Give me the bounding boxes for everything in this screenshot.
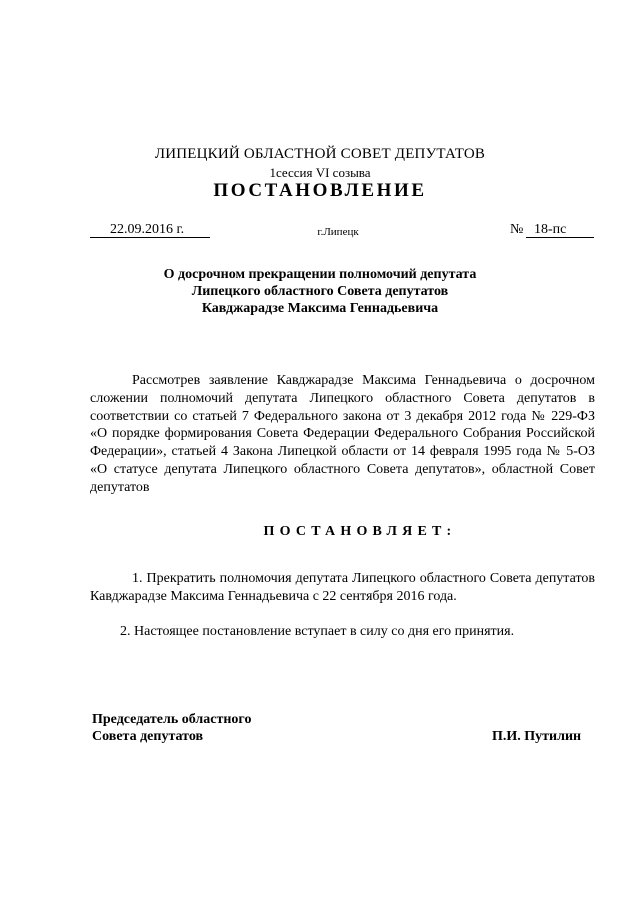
session-info: 1сессия VI созыва: [269, 165, 371, 180]
signatory-position-line-1: Председатель областного: [92, 712, 252, 727]
organization-name: ЛИПЕЦКИЙ ОБЛАСТНОЙ СОВЕТ ДЕПУТАТОВ: [154, 146, 486, 162]
title-line-2: Липецкого областного Совета депутатов: [191, 284, 449, 299]
document-number: 18-пс: [526, 222, 594, 238]
signatory-name: П.И. Путилин: [492, 729, 582, 744]
number-label: №: [510, 222, 524, 237]
resolution-item-1: 1. Прекратить полномочия депутата Липецкого областного Совета депутатов Кавджарадзе Максима Геннадьевича с 22 сентября 2016 года.: [90, 571, 595, 604]
title-line-1: О досрочном прекращении полномочий депутата: [163, 267, 477, 282]
resolution-item-2: 2. Настоящее постановление вступает в силу со дня его принятия.: [120, 624, 515, 639]
document-title: [0, 266, 640, 317]
document-date: 22.09.2016 г.: [90, 222, 210, 238]
document-type: ПОСТАНОВЛЕНИЕ: [213, 180, 427, 201]
preamble-paragraph: Рассмотрев заявление Кавджарадзе Максима Геннадьевича о досрочном сложении полномочий депутата Липецкого областного Совета депутатов в соответствии со статьей 7 Федерального закона от 3 декабря 2012 года № 229-ФЗ «О порядке формирования Совета Федерации Федерального Собрания Российской Федерации», статьей 4 Закона Липецкой области от 14 февраля 1995 года № 5-ОЗ «О статусе депутата Липецкого областного Совета депутатов», областной Совет депутатов: [90, 373, 595, 495]
signatory-position: [92, 711, 251, 745]
signatory-position-line-2: Совета депутатов: [92, 729, 204, 744]
title-line-3: Кавджарадзе Максима Геннадьевича: [201, 301, 439, 316]
resolves-heading: ПОСТАНОВЛЯЕТ:: [263, 524, 457, 539]
document-place: г.Липецк: [317, 226, 359, 238]
